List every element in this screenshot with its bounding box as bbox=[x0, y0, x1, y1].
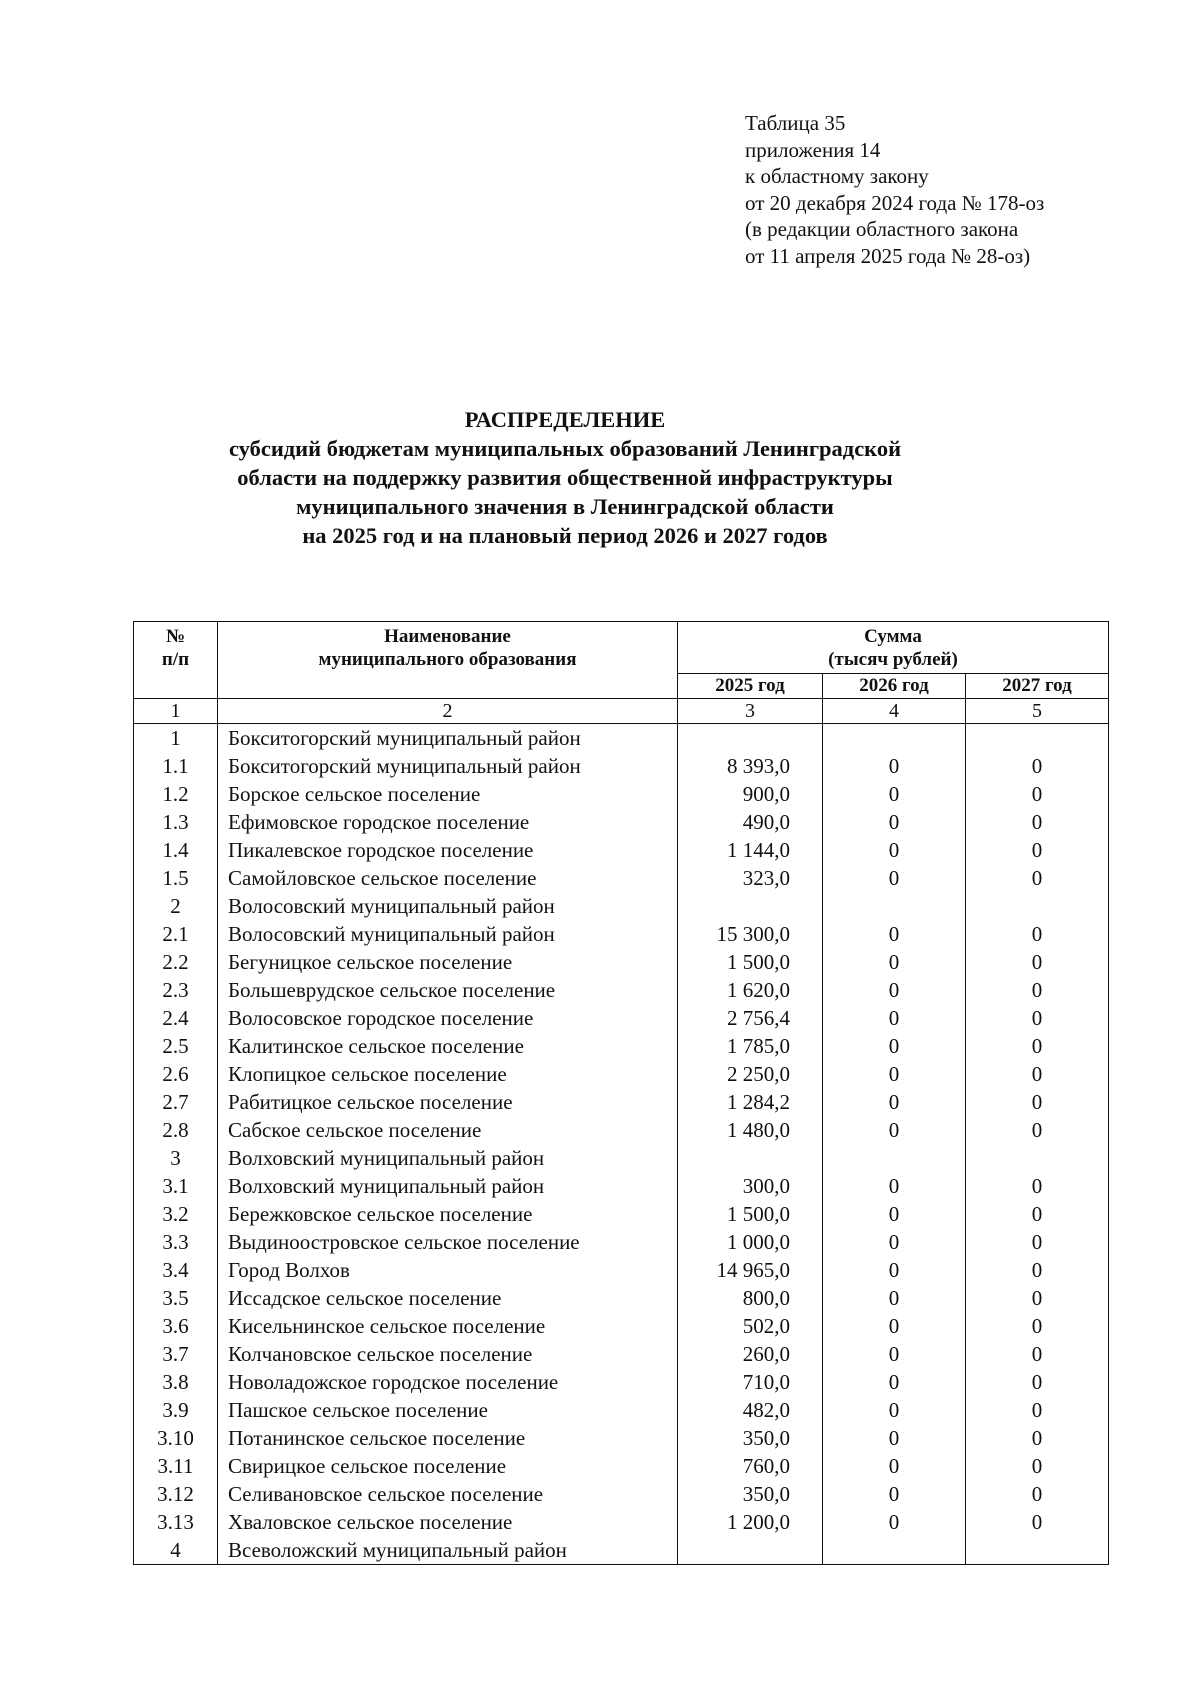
row-number: 2.1 bbox=[134, 920, 218, 948]
table-row bbox=[134, 892, 1109, 920]
value-2027: 0 bbox=[966, 1312, 1109, 1340]
table-row bbox=[134, 724, 1109, 753]
value-2027: 0 bbox=[966, 1396, 1109, 1424]
value-2025: 8 393,0 bbox=[678, 752, 823, 780]
row-name: Потанинское сельское поселение bbox=[218, 1424, 678, 1452]
value-2026: 0 bbox=[823, 1228, 966, 1256]
row-name: Бегуницкое сельское поселение bbox=[218, 948, 678, 976]
row-name: Новоладожское городское поселение bbox=[218, 1368, 678, 1396]
value-2026: 0 bbox=[823, 1116, 966, 1144]
value-2027: 0 bbox=[966, 1256, 1109, 1284]
value-2025: 900,0 bbox=[678, 780, 823, 808]
row-name: Калитинское сельское поселение bbox=[218, 1032, 678, 1060]
row-number: 4 bbox=[134, 1536, 218, 1565]
row-number: 3.5 bbox=[134, 1284, 218, 1312]
value-2026: 0 bbox=[823, 808, 966, 836]
header-sum bbox=[678, 622, 1109, 674]
header-sum-line2: (тысяч рублей) bbox=[828, 649, 958, 670]
value-2026: 0 bbox=[823, 1284, 966, 1312]
table-row bbox=[134, 864, 1109, 892]
header-name-line2: муниципального образования bbox=[318, 649, 577, 670]
value-2027: 0 bbox=[966, 1032, 1109, 1060]
value-2026: 0 bbox=[823, 1172, 966, 1200]
table-row bbox=[134, 948, 1109, 976]
value-2027 bbox=[966, 724, 1109, 753]
table-row bbox=[134, 976, 1109, 1004]
value-2025: 300,0 bbox=[678, 1172, 823, 1200]
value-2027: 0 bbox=[966, 1424, 1109, 1452]
table-row bbox=[134, 1396, 1109, 1424]
reference-line: от 11 апреля 2025 года № 28-оз) bbox=[745, 243, 1031, 268]
value-2025: 502,0 bbox=[678, 1312, 823, 1340]
row-name: Сабское сельское поселение bbox=[218, 1116, 678, 1144]
table-row bbox=[134, 1256, 1109, 1284]
value-2027: 0 bbox=[966, 1508, 1109, 1536]
row-name: Рабитицкое сельское поселение bbox=[218, 1088, 678, 1116]
title-line: области на поддержку развития общественной инфраструктуры bbox=[237, 465, 893, 490]
row-name: Волосовский муниципальный район bbox=[218, 920, 678, 948]
row-name: Волховский муниципальный район bbox=[218, 1172, 678, 1200]
row-name: Волховский муниципальный район bbox=[218, 1144, 678, 1172]
table-row bbox=[134, 808, 1109, 836]
row-number: 3.7 bbox=[134, 1340, 218, 1368]
value-2026: 0 bbox=[823, 1340, 966, 1368]
table-row bbox=[134, 1116, 1109, 1144]
value-2025 bbox=[678, 1536, 823, 1565]
value-2027 bbox=[966, 1144, 1109, 1172]
column-number: 3 bbox=[678, 699, 823, 724]
value-2025: 260,0 bbox=[678, 1340, 823, 1368]
row-name: Селивановское сельское поселение bbox=[218, 1480, 678, 1508]
value-2026: 0 bbox=[823, 1060, 966, 1088]
table-row bbox=[134, 1004, 1109, 1032]
table-row bbox=[134, 836, 1109, 864]
value-2027: 0 bbox=[966, 1228, 1109, 1256]
row-number: 2.8 bbox=[134, 1116, 218, 1144]
value-2026 bbox=[823, 892, 966, 920]
value-2027: 0 bbox=[966, 808, 1109, 836]
value-2025: 350,0 bbox=[678, 1480, 823, 1508]
value-2025: 323,0 bbox=[678, 864, 823, 892]
value-2027: 0 bbox=[966, 1060, 1109, 1088]
value-2025: 1 480,0 bbox=[678, 1116, 823, 1144]
row-name: Кисельнинское сельское поселение bbox=[218, 1312, 678, 1340]
row-number: 1.3 bbox=[134, 808, 218, 836]
value-2026: 0 bbox=[823, 948, 966, 976]
value-2026 bbox=[823, 1536, 966, 1565]
value-2027: 0 bbox=[966, 1088, 1109, 1116]
row-name: Борское сельское поселение bbox=[218, 780, 678, 808]
row-number: 1 bbox=[134, 724, 218, 753]
header-name-line1: Наименование bbox=[384, 626, 511, 647]
value-2025: 1 000,0 bbox=[678, 1228, 823, 1256]
value-2026: 0 bbox=[823, 1200, 966, 1228]
row-number: 2 bbox=[134, 892, 218, 920]
row-name: Бокситогорский муниципальный район bbox=[218, 752, 678, 780]
table-row bbox=[134, 1536, 1109, 1565]
value-2026: 0 bbox=[823, 1368, 966, 1396]
column-number: 1 bbox=[134, 699, 218, 724]
table-row bbox=[134, 1312, 1109, 1340]
row-name: Выдиноостровское сельское поселение bbox=[218, 1228, 678, 1256]
row-name: Свирицкое сельское поселение bbox=[218, 1452, 678, 1480]
value-2025: 490,0 bbox=[678, 808, 823, 836]
row-name: Клопицкое сельское поселение bbox=[218, 1060, 678, 1088]
row-number: 3.4 bbox=[134, 1256, 218, 1284]
header-sum-line1: Сумма bbox=[864, 626, 922, 647]
header-number-line1: № bbox=[165, 626, 186, 647]
table-row bbox=[134, 780, 1109, 808]
row-name: Пашское сельское поселение bbox=[218, 1396, 678, 1424]
row-number: 3.2 bbox=[134, 1200, 218, 1228]
value-2025: 1 785,0 bbox=[678, 1032, 823, 1060]
row-name: Хваловское сельское поселение bbox=[218, 1508, 678, 1536]
table-row bbox=[134, 920, 1109, 948]
document-title bbox=[150, 405, 980, 550]
value-2026: 0 bbox=[823, 1424, 966, 1452]
table-row bbox=[134, 1228, 1109, 1256]
value-2025: 14 965,0 bbox=[678, 1256, 823, 1284]
reference-line: к областному закону bbox=[745, 164, 929, 188]
title-line: РАСПРЕДЕЛЕНИЕ bbox=[464, 407, 666, 432]
row-number: 3.3 bbox=[134, 1228, 218, 1256]
column-number: 4 bbox=[823, 699, 966, 724]
value-2026: 0 bbox=[823, 1396, 966, 1424]
table-row bbox=[134, 1452, 1109, 1480]
value-2025: 2 756,4 bbox=[678, 1004, 823, 1032]
value-2026: 0 bbox=[823, 752, 966, 780]
value-2026: 0 bbox=[823, 1088, 966, 1116]
row-number: 2.2 bbox=[134, 948, 218, 976]
value-2027: 0 bbox=[966, 1004, 1109, 1032]
value-2025: 800,0 bbox=[678, 1284, 823, 1312]
header-year-2025: 2025 год bbox=[678, 674, 823, 699]
value-2027: 0 bbox=[966, 1172, 1109, 1200]
reference-line: Таблица 35 bbox=[745, 111, 846, 135]
row-number: 2.3 bbox=[134, 976, 218, 1004]
header-name bbox=[218, 622, 678, 699]
row-number: 1.1 bbox=[134, 752, 218, 780]
value-2026: 0 bbox=[823, 1452, 966, 1480]
column-number: 2 bbox=[218, 699, 678, 724]
value-2026: 0 bbox=[823, 1256, 966, 1284]
table-row bbox=[134, 1368, 1109, 1396]
title-line: субсидий бюджетам муниципальных образований Ленинградской bbox=[228, 436, 902, 461]
value-2026: 0 bbox=[823, 1004, 966, 1032]
row-name: Бережковское сельское поселение bbox=[218, 1200, 678, 1228]
table-row bbox=[134, 1032, 1109, 1060]
value-2027: 0 bbox=[966, 836, 1109, 864]
value-2027 bbox=[966, 892, 1109, 920]
row-number: 3.12 bbox=[134, 1480, 218, 1508]
value-2025: 710,0 bbox=[678, 1368, 823, 1396]
table-row bbox=[134, 1088, 1109, 1116]
row-name: Колчановское сельское поселение bbox=[218, 1340, 678, 1368]
value-2025: 1 200,0 bbox=[678, 1508, 823, 1536]
header-year-2026: 2026 год bbox=[823, 674, 966, 699]
reference-line: приложения 14 bbox=[745, 137, 881, 162]
value-2026: 0 bbox=[823, 1312, 966, 1340]
row-number: 2.5 bbox=[134, 1032, 218, 1060]
value-2027: 0 bbox=[966, 976, 1109, 1004]
row-name: Иссадское сельское поселение bbox=[218, 1284, 678, 1312]
value-2027: 0 bbox=[966, 780, 1109, 808]
value-2027: 0 bbox=[966, 1116, 1109, 1144]
subsidy-table bbox=[133, 621, 1109, 1565]
value-2025: 1 500,0 bbox=[678, 1200, 823, 1228]
value-2027: 0 bbox=[966, 752, 1109, 780]
value-2025: 350,0 bbox=[678, 1424, 823, 1452]
title-line: на 2025 год и на плановый период 2026 и 2027 годов bbox=[302, 523, 828, 548]
value-2025: 1 144,0 bbox=[678, 836, 823, 864]
reference-line: (в редакции областного закона bbox=[745, 217, 1019, 241]
value-2027: 0 bbox=[966, 1284, 1109, 1312]
row-number: 3.13 bbox=[134, 1508, 218, 1536]
row-number: 3 bbox=[134, 1144, 218, 1172]
table-row bbox=[134, 1060, 1109, 1088]
row-name: Самойловское сельское поселение bbox=[218, 864, 678, 892]
value-2025: 15 300,0 bbox=[678, 920, 823, 948]
value-2025 bbox=[678, 1144, 823, 1172]
table-row bbox=[134, 752, 1109, 780]
table-row bbox=[134, 1172, 1109, 1200]
value-2026: 0 bbox=[823, 1508, 966, 1536]
header-number-line2: п/п bbox=[161, 649, 190, 670]
column-number: 5 bbox=[966, 699, 1109, 724]
row-name: Большеврудское сельское поселение bbox=[218, 976, 678, 1004]
row-name: Бокситогорский муниципальный район bbox=[218, 724, 678, 753]
value-2027: 0 bbox=[966, 864, 1109, 892]
value-2026: 0 bbox=[823, 920, 966, 948]
table-row bbox=[134, 1284, 1109, 1312]
value-2027: 0 bbox=[966, 1340, 1109, 1368]
value-2025: 760,0 bbox=[678, 1452, 823, 1480]
table-row bbox=[134, 1480, 1109, 1508]
row-name: Волосовское городское поселение bbox=[218, 1004, 678, 1032]
value-2027: 0 bbox=[966, 1200, 1109, 1228]
document-reference bbox=[745, 110, 1044, 269]
value-2025: 1 620,0 bbox=[678, 976, 823, 1004]
row-number: 1.2 bbox=[134, 780, 218, 808]
table-row bbox=[134, 1200, 1109, 1228]
table-row bbox=[134, 1424, 1109, 1452]
title-line: муниципального значения в Ленинградской области bbox=[296, 494, 834, 519]
value-2026: 0 bbox=[823, 1480, 966, 1508]
row-number: 3.10 bbox=[134, 1424, 218, 1452]
value-2026 bbox=[823, 724, 966, 753]
value-2027: 0 bbox=[966, 1368, 1109, 1396]
value-2025: 1 500,0 bbox=[678, 948, 823, 976]
row-name: Волосовский муниципальный район bbox=[218, 892, 678, 920]
table-row bbox=[134, 1340, 1109, 1368]
value-2027: 0 bbox=[966, 948, 1109, 976]
value-2027: 0 bbox=[966, 1452, 1109, 1480]
header-year-2027: 2027 год bbox=[966, 674, 1109, 699]
value-2027: 0 bbox=[966, 1480, 1109, 1508]
value-2027 bbox=[966, 1536, 1109, 1565]
value-2026: 0 bbox=[823, 780, 966, 808]
value-2026: 0 bbox=[823, 836, 966, 864]
value-2025 bbox=[678, 724, 823, 753]
row-number: 2.7 bbox=[134, 1088, 218, 1116]
value-2026: 0 bbox=[823, 976, 966, 1004]
row-number: 2.6 bbox=[134, 1060, 218, 1088]
row-number: 1.5 bbox=[134, 864, 218, 892]
value-2025: 1 284,2 bbox=[678, 1088, 823, 1116]
table-row bbox=[134, 1508, 1109, 1536]
row-number: 3.9 bbox=[134, 1396, 218, 1424]
row-name: Город Волхов bbox=[218, 1256, 678, 1284]
table-row bbox=[134, 1144, 1109, 1172]
row-number: 3.11 bbox=[134, 1452, 218, 1480]
value-2027: 0 bbox=[966, 920, 1109, 948]
row-number: 1.4 bbox=[134, 836, 218, 864]
header-number bbox=[134, 622, 218, 699]
row-name: Ефимовское городское поселение bbox=[218, 808, 678, 836]
reference-line: от 20 декабря 2024 года № 178-оз bbox=[745, 190, 1045, 215]
row-name: Всеволожский муниципальный район bbox=[218, 1536, 678, 1565]
row-number: 3.6 bbox=[134, 1312, 218, 1340]
value-2026: 0 bbox=[823, 864, 966, 892]
value-2025: 2 250,0 bbox=[678, 1060, 823, 1088]
value-2026: 0 bbox=[823, 1032, 966, 1060]
row-name: Пикалевское городское поселение bbox=[218, 836, 678, 864]
value-2025 bbox=[678, 892, 823, 920]
value-2026 bbox=[823, 1144, 966, 1172]
row-number: 2.4 bbox=[134, 1004, 218, 1032]
table-body bbox=[134, 699, 1109, 1565]
column-numbers-row bbox=[134, 699, 1109, 724]
row-number: 3.8 bbox=[134, 1368, 218, 1396]
value-2025: 482,0 bbox=[678, 1396, 823, 1424]
row-number: 3.1 bbox=[134, 1172, 218, 1200]
